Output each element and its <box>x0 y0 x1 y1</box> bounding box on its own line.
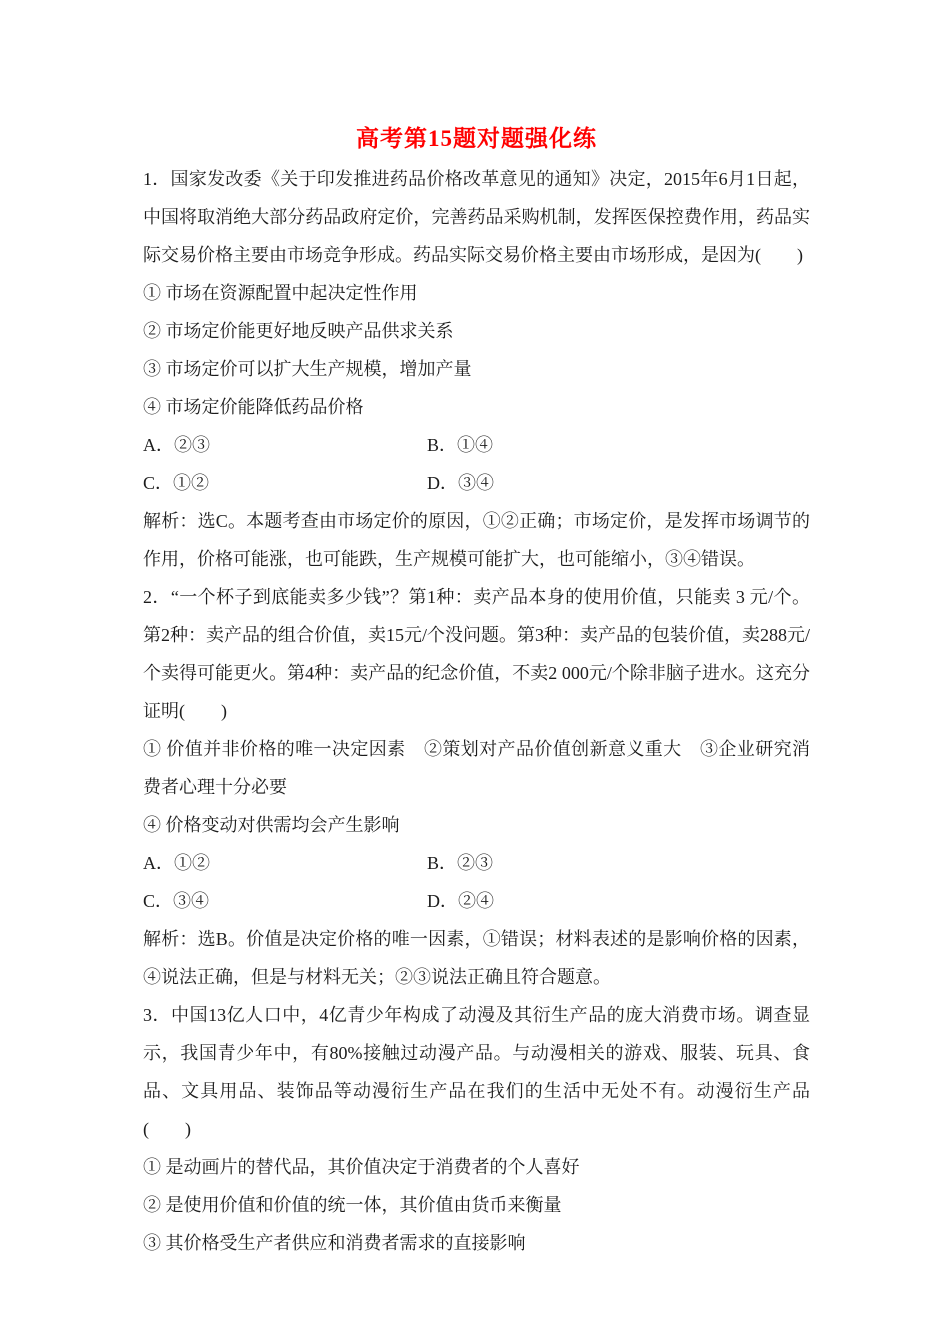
document-content <box>143 118 810 1262</box>
question-3-statement-3: ③ 其价格受生产者供应和消费者需求的直接影响 <box>143 1233 526 1253</box>
question-1-choices-row-ab <box>143 426 810 464</box>
question-2-stem: 2．“一个杯子到底能卖多少钱”？第1种：卖产品本身的使用价值，只能卖 3 元/个。第2种：卖产品的组合价值，卖15元/个没问题。第3种：卖产品的包装价值，卖288元/个卖得可能更火。第4种：卖产品的纪念价值，不卖2 000元/个除非脑子进水。这充分证明( ) <box>143 587 810 721</box>
question-2-statements-1-2-3: ① 价值并非价格的唯一决定因素 ②策划对产品价值创新意义重大 ③企业研究消费者心理十分必要 <box>143 739 810 797</box>
question-1-statement-3: ③ 市场定价可以扩大生产规模，增加产量 <box>143 359 472 379</box>
question-2 <box>143 578 810 996</box>
question-1-statement-1: ① 市场在资源配置中起决定性作用 <box>143 283 418 303</box>
question-2-choices-row-ab <box>143 844 810 882</box>
question-2-analysis: 解析：选B。价值是决定价格的唯一因素，①错误；材料表述的是影响价格的因素，④说法正确，但是与材料无关；②③说法正确且符合题意。 <box>143 929 810 987</box>
question-1-choice-b: B．①④ <box>427 435 494 455</box>
question-2-choice-c: C．③④ <box>143 891 210 911</box>
question-2-choices-row-cd <box>143 882 810 920</box>
question-1-choice-a: A．②③ <box>143 435 210 455</box>
question-1-analysis: 解析：选C。本题考查由市场定价的原因，①②正确；市场定价，是发挥市场调节的作用，价格可能涨，也可能跌，生产规模可能扩大，也可能缩小，③④错误。 <box>143 511 810 569</box>
question-2-choice-a: A．①② <box>143 853 210 873</box>
question-3 <box>143 996 810 1262</box>
question-1-stem: 1．国家发改委《关于印发推进药品价格改革意见的通知》决定，2015年6月1日起，中国将取消绝大部分药品政府定价，完善药品采购机制，发挥医保控费作用，药品实际交易价格主要由市场竞争形成。药品实际交易价格主要由市场形成，是因为( ) <box>143 169 810 265</box>
question-3-stem: 3．中国13亿人口中，4亿青少年构成了动漫及其衍生产品的庞大消费市场。调查显示，我国青少年中，有80%接触过动漫产品。与动漫相关的游戏、服装、玩具、食品、文具用品、装饰品等动漫衍生产品在我们的生活中无处不有。动漫衍生产品( ) <box>143 1005 810 1139</box>
question-2-choice-d: D．②④ <box>427 891 494 911</box>
question-1-choice-d: D．③④ <box>427 473 494 493</box>
question-1-statement-4: ④ 市场定价能降低药品价格 <box>143 397 364 417</box>
question-1 <box>143 160 810 578</box>
document-title: 高考第15题对题强化练 <box>356 126 597 151</box>
question-3-statement-2: ② 是使用价值和价值的统一体，其价值由货币来衡量 <box>143 1195 562 1215</box>
question-3-statement-1: ① 是动画片的替代品，其价值决定于消费者的个人喜好 <box>143 1157 580 1177</box>
question-1-choices-row-cd <box>143 464 810 502</box>
question-2-statement-4: ④ 价格变动对供需均会产生影响 <box>143 815 400 835</box>
question-1-statement-2: ② 市场定价能更好地反映产品供求关系 <box>143 321 454 341</box>
question-1-choice-c: C．①② <box>143 473 210 493</box>
question-2-choice-b: B．②③ <box>427 853 494 873</box>
